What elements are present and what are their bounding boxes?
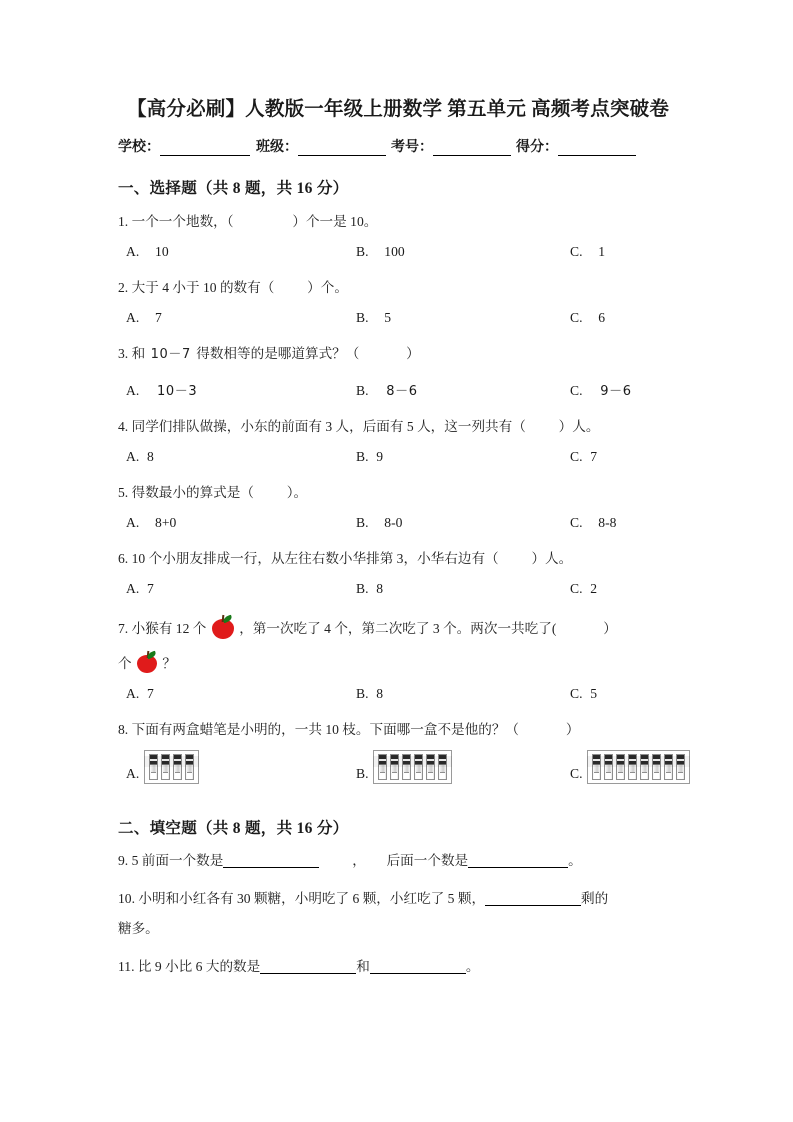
score-label: 得分： [516,140,558,155]
question-1-option-a[interactable] [126,240,169,264]
question-9-number: 9. [118,853,129,868]
question-2-options [118,306,678,330]
question-11-number: 11. [118,959,135,974]
option-text: 6 [598,310,606,325]
crayon-icon [676,754,685,780]
option-tag: C. [570,383,583,398]
question-1-option-b[interactable] [356,240,405,264]
question-3-options [118,379,678,403]
crayon-box-icon [373,750,452,797]
crayon-icon [378,754,387,780]
option-tag: B. [356,310,369,325]
question-1 [118,209,678,234]
page-title: 【高分必刷】人教版一年级上册数学 第五单元 高频考点突破卷 [126,99,670,120]
option-tag: B. [356,515,369,530]
apple-icon [137,651,157,673]
question-4 [118,414,678,439]
question-6-stem-pre: 10 个小朋友排成一行，从左往右数小华排第 3，小华右边有（ [131,551,499,566]
question-6-option-a[interactable] [126,577,154,601]
option-text: 10 [155,244,169,259]
question-10-number: 10. [118,891,135,906]
crayon-icon [628,754,637,780]
question-6 [118,546,678,571]
question-8-option-b[interactable] [356,750,452,797]
question-10-line2 [118,914,678,944]
question-3-stem-post: ） [406,346,420,361]
class-field [256,136,386,156]
crayon-icon [185,754,194,780]
question-4-stem-pre: 同学们排队做操，小东的前面有 3 人，后面有 5 人，这一列共有（ [131,419,526,434]
school-input[interactable] [160,141,250,156]
option-text: 8-0 [384,515,403,530]
question-5-option-b[interactable] [356,511,402,535]
crayon-icon [390,754,399,780]
question-4-stem-post: ）人。 [558,419,600,434]
option-tag: C. [570,310,583,325]
option-text: 5 [590,686,598,701]
question-4-option-a[interactable] [126,445,154,469]
question-1-option-c[interactable] [570,240,605,264]
option-tag: B. [356,383,369,398]
option-tag: A. [126,515,140,530]
question-11-blank-1[interactable] [260,959,356,974]
question-10-part3: 糖多。 [118,921,159,936]
question-3-option-b[interactable] [356,379,420,404]
question-6-option-b[interactable] [356,577,383,601]
question-11-blank-2[interactable] [370,959,466,974]
page-content [118,0,678,982]
option-text: 10－3 [157,384,198,399]
option-text: 8 [147,449,154,464]
question-7-line2 [118,651,678,676]
class-label: 班级： [256,140,298,155]
question-2-stem-pre: 大于 4 小于 10 的数有（ [131,280,275,295]
question-5-options [118,511,678,535]
section-heading-fill: 二、填空题（共 8 题，共 16 分） [118,820,349,837]
school-field [118,136,250,156]
class-input[interactable] [298,141,386,156]
question-10 [118,884,678,914]
option-text: 7 [147,581,154,596]
question-8-stem-pre: 下面有两盒蜡笔是小明的，一共 10 枝。下面哪一盒不是他的？（ [131,722,520,737]
question-10-part2: 剩的 [581,891,609,906]
question-2-option-a[interactable] [126,306,162,330]
question-8-number: 8. [118,722,129,737]
question-11-part1: 比 9 小比 6 大的数是 [137,959,261,974]
option-tag: A. [126,449,140,464]
question-8-options [118,750,678,792]
question-3 [118,341,678,367]
question-8-stem-post: ） [565,722,580,737]
question-3-expression: 10－7 [150,347,191,362]
question-7-stem-e: ？ [162,656,176,671]
crayon-icon [414,754,423,780]
option-tag: A. [126,383,140,398]
option-text: 8 [376,581,384,596]
option-text: 100 [384,244,405,259]
school-label: 学校： [118,140,160,155]
question-9-blank-2[interactable] [468,853,568,868]
question-3-option-a[interactable] [126,379,199,404]
question-2-option-b[interactable] [356,306,391,330]
option-text: 9 [376,449,384,464]
option-text: 2 [590,581,598,596]
question-9-part1: 5 前面一个数是 [131,853,224,868]
option-text: 7 [155,310,162,325]
question-1-stem-post: ）个一是 10。 [292,214,378,229]
question-7-stem-d: 个 [118,656,132,671]
exam-no-label: 考号： [391,140,433,155]
question-7-option-b[interactable] [356,682,383,706]
crayon-icon [173,754,182,780]
question-4-option-c[interactable] [570,445,597,469]
crayon-icon [161,754,170,780]
question-7-option-c[interactable] [570,682,597,706]
crayon-icon [664,754,673,780]
crayon-box-icon [144,750,199,797]
question-7 [118,615,678,641]
option-text: 7 [147,686,154,701]
option-tag: B. [356,686,369,701]
option-tag: B. [356,765,369,781]
question-4-options [118,445,678,469]
question-1-stem-pre: 一个一个地数，（ [131,214,234,229]
option-tag: A. [126,310,140,325]
option-text: 9－6 [600,384,632,399]
crayon-icon [149,754,158,780]
option-text: 8-8 [598,515,617,530]
crayon-box-icon [587,750,690,797]
question-3-option-c[interactable] [570,379,634,404]
option-tag: C. [570,686,583,701]
question-5-number: 5. [118,485,129,500]
option-text: 1 [598,244,606,259]
question-6-options [118,577,678,601]
option-text: 8－6 [386,384,418,399]
score-input[interactable] [558,141,636,156]
option-tag: B. [356,581,369,596]
question-11 [118,952,678,982]
apple-icon [212,615,234,639]
option-tag: C. [570,244,583,259]
option-tag: A. [126,765,140,781]
question-5-stem-pre: 得数最小的算式是（ [131,485,254,500]
question-5 [118,480,678,505]
option-text: 8+0 [155,515,177,530]
question-3-number: 3. [118,346,129,361]
question-8 [118,717,678,742]
question-1-number: 1. [118,214,129,229]
option-tag: A. [126,244,140,259]
question-9 [118,846,678,876]
option-tag: A. [126,581,140,596]
question-2-number: 2. [118,280,129,295]
question-1-options [118,240,678,264]
crayon-icon [438,754,447,780]
question-9-part4: 。 [568,853,582,868]
question-5-option-c[interactable] [570,511,616,535]
question-2-stem-post: ）个。 [307,280,348,295]
crayon-icon [426,754,435,780]
section-heading-choice: 一、选择题（共 8 题，共 16 分） [118,180,349,197]
option-tag: C. [570,581,583,596]
crayon-icon [640,754,649,780]
question-7-stem-c: ） [603,621,617,636]
question-7-stem-a: 小猴有 12 个 [131,621,207,636]
student-info-row [118,136,678,156]
question-4-option-b[interactable] [356,445,383,469]
crayon-icon [652,754,661,780]
exam-no-field [391,136,511,156]
crayon-icon [616,754,625,780]
option-tag: C. [570,515,583,530]
question-7-number: 7. [118,621,129,636]
question-4-number: 4. [118,419,129,434]
option-tag: C. [570,765,583,781]
question-2 [118,275,678,300]
question-9-part3: 后面一个数是 [386,853,469,868]
question-10-part1: 小明和小红各有 30 颗糖，小明吃了 6 颗，小红吃了 5 颗， [138,891,486,906]
question-11-part2: 和 [356,959,370,974]
exam-no-input[interactable] [433,141,511,156]
option-tag: B. [356,449,369,464]
crayon-icon [592,754,601,780]
option-text: 8 [376,686,384,701]
crayon-icon [604,754,613,780]
question-10-blank-1[interactable] [485,891,581,906]
question-7-options [118,682,678,706]
option-tag: C. [570,449,583,464]
option-text: 5 [384,310,392,325]
question-6-option-c[interactable] [570,577,597,601]
question-9-blank-1[interactable] [223,853,319,868]
question-11-part3: 。 [465,959,480,974]
question-3-stem-mid: 得数相等的是哪道算式？（ [196,346,360,361]
question-8-option-c[interactable] [570,750,690,797]
question-3-stem-pre: 和 [131,346,146,361]
question-6-number: 6. [118,551,129,566]
option-tag: A. [126,686,140,701]
option-text: 7 [590,449,598,464]
score-field [516,136,636,156]
question-7-option-a[interactable] [126,682,154,706]
crayon-icon [402,754,411,780]
option-tag: B. [356,244,369,259]
question-8-option-a[interactable] [126,750,199,797]
question-6-stem-post: ）人。 [531,551,573,566]
question-7-stem-b: ，第一次吃了 4 个，第二次吃了 3 个。两次一共吃了( [239,621,557,636]
question-5-option-a[interactable] [126,511,176,535]
question-5-stem-post: ）。 [286,485,308,500]
question-9-part2: ， [352,853,366,868]
question-2-option-c[interactable] [570,306,605,330]
